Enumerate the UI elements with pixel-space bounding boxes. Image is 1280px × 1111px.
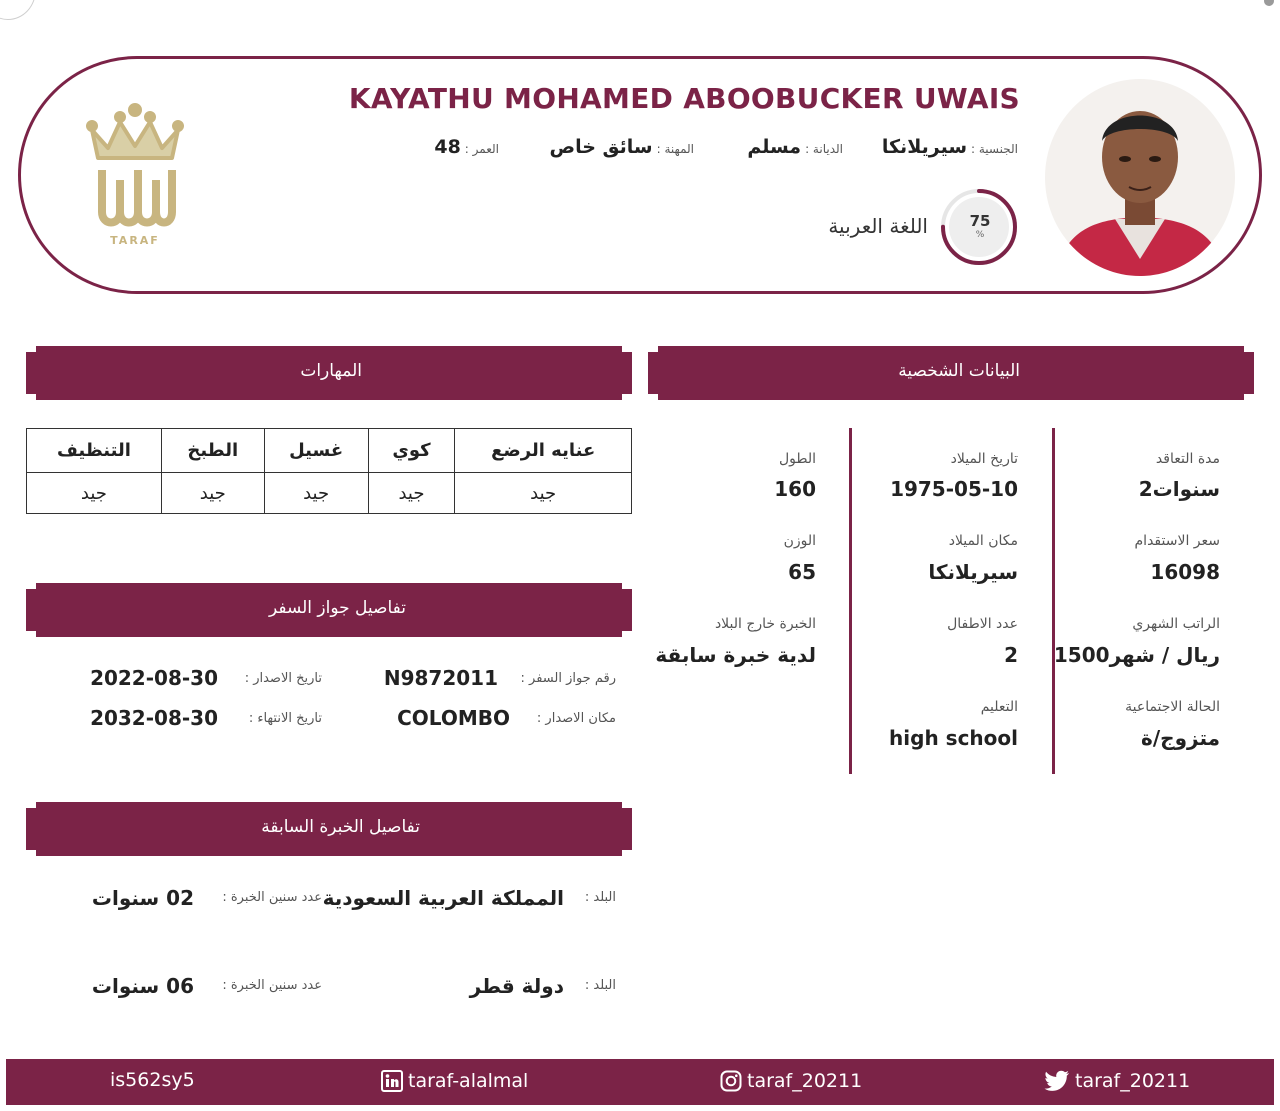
skill-washing: غسيل (264, 429, 368, 473)
height-label: الطول (778, 451, 816, 467)
skills-header (26, 346, 632, 400)
issue-date-value: 2022-08-30 (90, 666, 218, 690)
experience-years: 02 سنوات (91, 886, 194, 910)
experience-country: المملكة العربية السعودية (322, 886, 564, 910)
education-value: high school (889, 726, 1018, 750)
instagram-icon (720, 1070, 742, 1092)
experience-years-label: عدد سنين الخبرة : (222, 890, 322, 905)
weight-value: 65 (788, 560, 816, 584)
personal-data-title: البيانات الشخصية (898, 361, 1020, 381)
skills-value-row (27, 473, 632, 514)
religion-field (747, 136, 843, 158)
scroll-indicator (1264, 0, 1274, 6)
arabic-language-label: اللغة العربية (828, 214, 928, 238)
linkedin-link[interactable] (381, 1070, 528, 1092)
column-divider (849, 428, 852, 774)
age-value: 48 (434, 136, 461, 158)
twitter-link[interactable] (1044, 1070, 1190, 1092)
issue-place-label: مكان الاصدار : (536, 711, 616, 726)
children-label: عدد الاطفال (947, 616, 1018, 632)
skill-cooking: الطبخ (161, 429, 264, 473)
contract-label: مدة التعاقد (1155, 451, 1220, 467)
skills-table (26, 428, 632, 514)
percent-sign: % (975, 230, 985, 240)
skill-level: جيد (455, 473, 632, 514)
instagram-handle: taraf_20211 (747, 1070, 863, 1092)
column-divider (1052, 428, 1055, 774)
personal-data-header (648, 346, 1254, 400)
cv-code (110, 1069, 195, 1091)
recruit-price-label: سعر الاستقدام (1134, 533, 1220, 549)
taraf-logo-icon (80, 100, 190, 248)
age-label: العمر : (464, 142, 499, 156)
weight-label: الوزن (783, 533, 816, 549)
recruit-price-value: 16098 (1150, 560, 1220, 584)
profession-value: سائق خاص (549, 136, 653, 158)
issue-date-label: تاريخ الاصدار : (244, 671, 322, 686)
cv-code-text: is562sy5 (110, 1069, 195, 1091)
experience-abroad-label: الخبرة خارج البلاد (714, 616, 816, 632)
expiry-date-label: تاريخ الانتهاء : (248, 711, 322, 726)
passport-number-value: N9872011 (383, 666, 498, 690)
religion-label: الديانة : (805, 142, 843, 156)
contract-value: 2سنوات (1138, 477, 1220, 501)
skill-level: جيد (27, 473, 162, 514)
nationality-value: سيريلانكا (881, 136, 968, 158)
worker-name: KAYATHU MOHAMED ABOOBUCKER UWAIS (348, 82, 1020, 115)
children-value: 2 (1004, 643, 1018, 667)
height-value: 160 (774, 477, 816, 501)
worker-photo (1045, 79, 1235, 276)
experience-country-label: البلد : (584, 978, 616, 993)
twitter-handle: taraf_20211 (1075, 1070, 1191, 1092)
profession-label: المهنة : (656, 142, 694, 156)
birth-place-value: سيريلانكا (928, 560, 1018, 584)
education-label: التعليم (980, 699, 1018, 715)
experience-years: 06 سنوات (91, 974, 194, 998)
passport-number-label: رقم جواز السفر : (520, 671, 616, 686)
skill-ironing: كوي (368, 429, 455, 473)
experience-title: تفاصيل الخبرة السابقة (261, 817, 420, 837)
skill-level: جيد (264, 473, 368, 514)
age-field (434, 136, 499, 158)
birth-place-label: مكان الميلاد (948, 533, 1018, 549)
skill-level: جيد (161, 473, 264, 514)
experience-country-label: البلد : (584, 890, 616, 905)
experience-header (26, 802, 632, 856)
experience-country: دولة قطر (469, 974, 564, 998)
skills-header-row (27, 429, 632, 473)
profession-field (550, 136, 694, 158)
expiry-date-value: 2032-08-30 (90, 706, 218, 730)
corner-decoration (0, 0, 36, 20)
salary-label: الراتب الشهري (1132, 616, 1220, 632)
nationality-label: الجنسية : (971, 142, 1018, 156)
arabic-level-value: 75 (969, 212, 991, 230)
passport-header (26, 583, 632, 637)
linkedin-handle: taraf-alalmal (408, 1070, 529, 1092)
marital-label: الحالة الاجتماعية (1125, 699, 1220, 715)
instagram-link[interactable] (720, 1070, 862, 1092)
passport-title: تفاصيل جواز السفر (268, 598, 406, 618)
twitter-icon (1044, 1070, 1070, 1092)
marital-value: متزوج/ة (1141, 726, 1220, 750)
experience-abroad-value: لدية خبرة سابقة (655, 643, 816, 667)
birth-date-value: 1975-05-10 (890, 477, 1018, 501)
skill-infant-care: عنايه الرضع (455, 429, 632, 473)
nationality-field (882, 136, 1018, 158)
experience-years-label: عدد سنين الخبرة : (222, 978, 322, 993)
skills-title: المهارات (300, 361, 362, 381)
skill-cleaning: التنظيف (27, 429, 162, 473)
religion-value: مسلم (747, 136, 802, 158)
linkedin-icon (381, 1070, 403, 1092)
birth-date-label: تاريخ الميلاد (950, 451, 1018, 467)
logo-text: TARAF (110, 234, 160, 247)
skill-level: جيد (368, 473, 455, 514)
salary-value: 1500ريال / شهر (1053, 643, 1220, 667)
issue-place-value: COLOMBO (397, 706, 510, 730)
